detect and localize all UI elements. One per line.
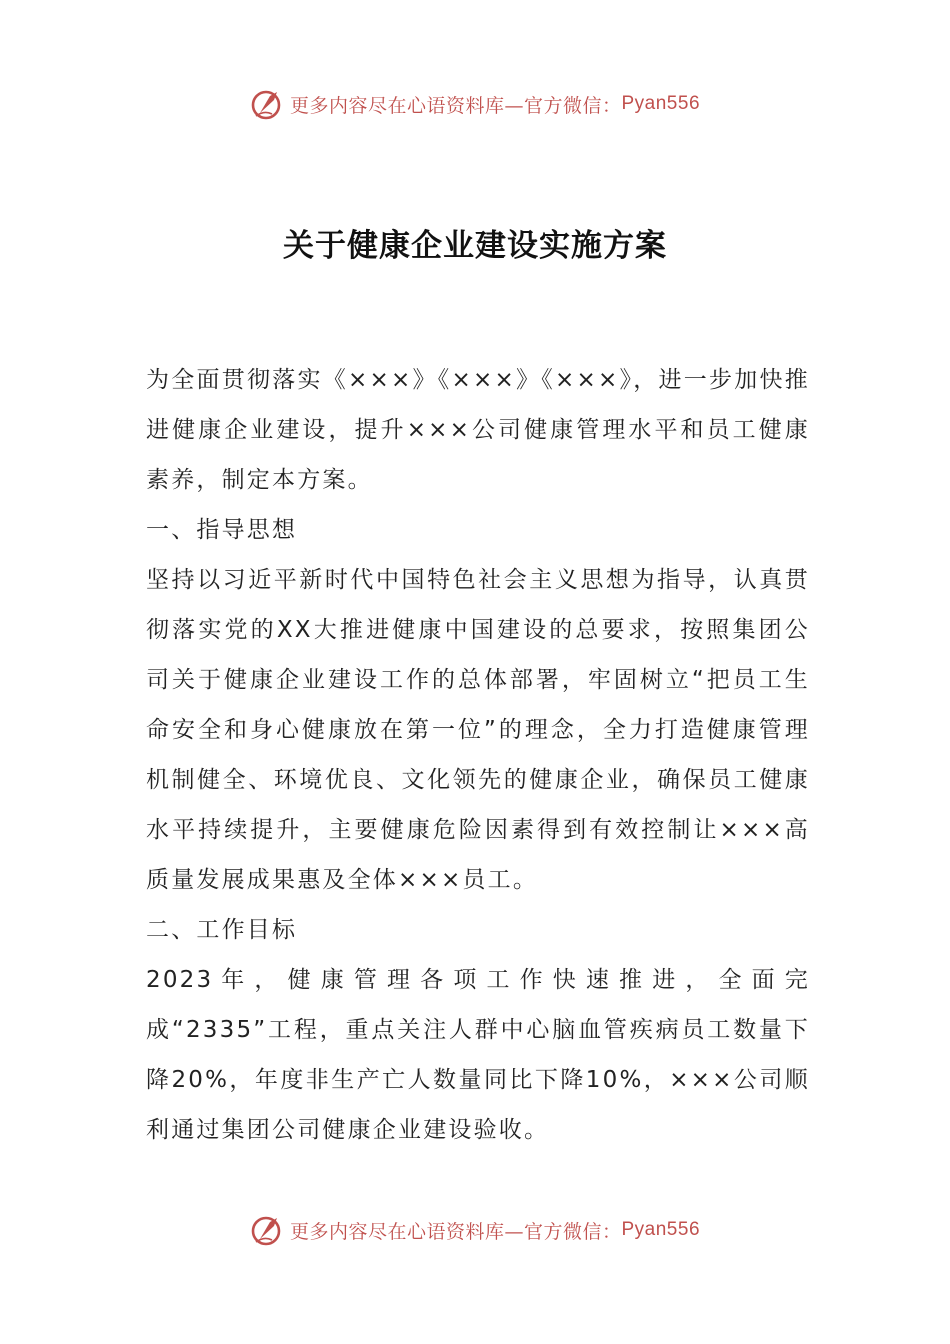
guiding-ideology-paragraph: 坚持以习近平新时代中国特色社会主义思想为指导，认真贯彻落实党的XX大推进健康中国建设的总要求，按照集团公司关于健康企业建设工作的总体部署，牢固树立“把员工生命安全和身心健康放在第一位”的理念，全力打造健康管理机制健全、环境优良、文化领先的健康企业，确保员工健康水平持续提升，主要健康危险因素得到有效控制让×××高质量发展成果惠及全体×××员工。: [146, 567, 810, 893]
section-heading-work-goals: 二、工作目标: [146, 917, 298, 943]
header-watermark: [0, 84, 950, 124]
document-body: [146, 355, 810, 1155]
pen-nib-circle-icon: [250, 86, 286, 122]
pen-nib-circle-icon: [250, 1212, 286, 1248]
document-title: 关于健康企业建设实施方案: [283, 228, 667, 264]
watermark-handle: Pyan556: [621, 1219, 701, 1240]
watermark-text: 更多内容尽在心语资料库—官方微信：: [289, 1220, 622, 1243]
intro-paragraph: 为全面贯彻落实《×××》《×××》《×××》，进一步加快推进健康企业建设，提升×××公司健康管理水平和员工健康素养，制定本方案。: [146, 367, 810, 493]
section-heading-guiding-ideology: 一、指导思想: [146, 517, 298, 543]
work-goals-paragraph: 2023年，健康管理各项工作快速推进，全面完成“2335”工程，重点关注人群中心脑血管疾病员工数量下降20%，年度非生产亡人数量同比下降10%，×××公司顺利通过集团公司健康企业建设验收。: [146, 967, 810, 1143]
footer-watermark: [0, 1210, 950, 1250]
watermark-text: 更多内容尽在心语资料库—官方微信：: [289, 94, 622, 117]
watermark-handle: Pyan556: [621, 93, 701, 114]
